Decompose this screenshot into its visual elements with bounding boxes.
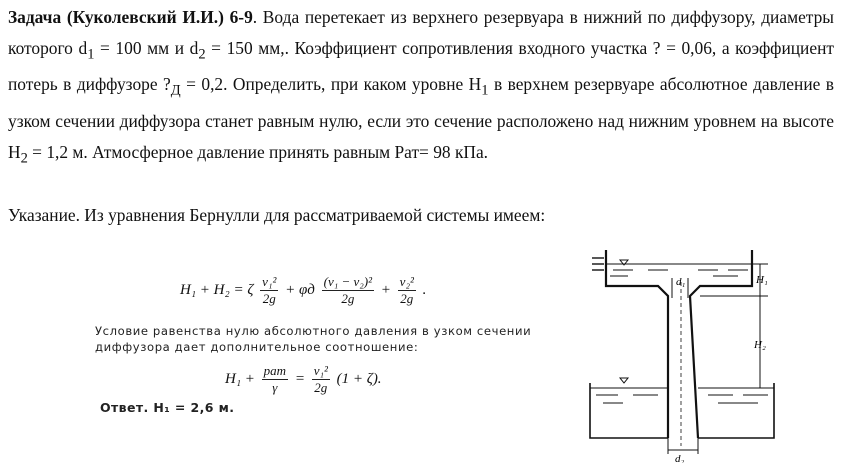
equation-part: H₁ + — [225, 370, 255, 387]
numerator: (v₁ − v₂)² — [323, 274, 373, 289]
answer: Ответ. H₁ = 2,6 м. — [100, 400, 235, 415]
upper-water-surface — [606, 264, 752, 276]
numerator: v₂² — [399, 274, 414, 289]
lower-water-surface — [590, 388, 774, 403]
equation-part: H₁ + H₂ = ζ — [180, 281, 254, 298]
equation-part: (1 + ζ). — [336, 370, 382, 387]
problem-text: = 150 мм,. Коэффициент сопротивления входного участка ? = 0,06, а коэффициент потерь в диффузоре ? — [8, 37, 834, 95]
reservoir-diagram — [588, 238, 778, 463]
fraction — [262, 363, 288, 396]
equation-part: + φд — [285, 281, 315, 298]
problem-text: = 100 мм и d — [94, 37, 199, 58]
equation-part: + — [380, 281, 391, 298]
upper-reservoir-wall — [606, 250, 668, 438]
subscript: 1 — [481, 82, 489, 99]
label-d1: d₁ — [676, 276, 686, 288]
inflow-arrow-icon — [592, 258, 604, 270]
problem-text: . Вода перетекает из верхнего резервуара в нижний по диффузору, диаметры которого d — [8, 7, 834, 58]
upper-reservoir-wall — [690, 250, 752, 438]
problem-text: = 0,2. Определить, при каком уровне H — [180, 74, 482, 95]
denominator: 2g — [314, 380, 328, 395]
denominator: γ — [272, 380, 278, 395]
numerator: v₁² — [313, 363, 328, 378]
dimension-d2 — [668, 438, 698, 454]
problem-title: Задача (Куколевский И.И.) 6-9 — [8, 7, 253, 27]
hint-text: Указание. Из уравнения Бернулли для рассматриваемой системы имеем: — [8, 205, 546, 225]
numerator: pат — [263, 363, 287, 378]
denominator: 2g — [400, 291, 414, 306]
numerator: v₁² — [262, 274, 277, 289]
label-h2: H₂ — [754, 339, 766, 351]
fraction — [260, 274, 278, 307]
fraction — [312, 363, 330, 396]
label-d2: d₂ — [675, 453, 685, 463]
problem-text: в верхнем резервуаре абсолютное давление в узком сечении диффузора станет равным нулю, если это сечение расположено над нижним уровнем на высоте H — [8, 74, 835, 162]
lower-reservoir-wall — [590, 383, 668, 438]
equation-part: = — [294, 370, 305, 387]
fraction — [322, 274, 374, 307]
lower-reservoir-wall — [698, 383, 774, 438]
problem-text: = 1,2 м. Атмосферное давление принять равным Pат= 98 кПа. — [27, 141, 489, 162]
fraction — [398, 274, 416, 307]
subscript: Д — [170, 82, 181, 99]
subscript: 2 — [20, 150, 28, 167]
condition-text: Условие равенства нулю абсолютного давления в узком сечении диффузора дает дополнительное соотношение: — [95, 324, 532, 354]
water-level-marker-icon — [620, 378, 628, 383]
denominator: 2g — [262, 291, 276, 306]
subscript: 2 — [198, 45, 206, 62]
bernoulli-equation — [180, 274, 426, 307]
denominator: 2g — [341, 291, 355, 306]
scanned-solution — [95, 258, 575, 428]
subscript: 1 — [87, 45, 95, 62]
equation-part: . — [422, 281, 427, 298]
pressure-equation — [225, 363, 382, 396]
label-h1: H₁ — [756, 274, 768, 286]
problem-statement — [8, 2, 834, 174]
